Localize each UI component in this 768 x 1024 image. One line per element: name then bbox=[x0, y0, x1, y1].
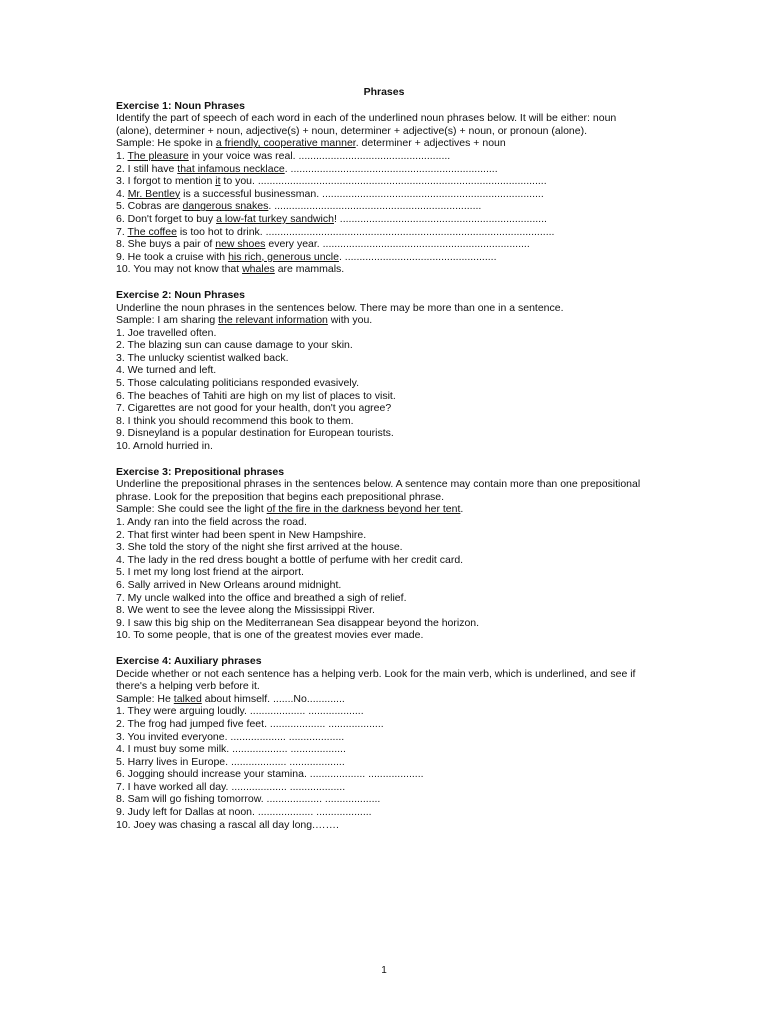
page-title: Phrases bbox=[363, 86, 405, 98]
exercise-item bbox=[116, 402, 652, 415]
text-run: . determiner + adjectives + noun bbox=[355, 137, 506, 150]
text-run: 5. Those calculating politicians responded evasively. bbox=[116, 377, 360, 390]
exercise-item bbox=[116, 731, 652, 744]
text-run: 7. Cigarettes are not good for your health, don't you agree? bbox=[116, 402, 392, 415]
exercise-item bbox=[116, 377, 652, 390]
text-run: 1. bbox=[116, 149, 128, 162]
text-run: 6. Jogging should increase your stamina. ................... ................... bbox=[116, 768, 424, 781]
exercise-item bbox=[116, 793, 652, 806]
text-run: 3. She told the story of the night she first arrived at the house. bbox=[116, 541, 403, 554]
exercise-item-list bbox=[116, 327, 652, 453]
exercise-sample bbox=[116, 693, 652, 706]
underlined-phrase: talked bbox=[173, 692, 202, 705]
underlined-phrase: his rich, generous uncle bbox=[228, 250, 339, 263]
exercise-sample bbox=[116, 314, 652, 327]
text-run: Sample: He spoke in bbox=[116, 137, 216, 150]
exercise-item bbox=[116, 554, 652, 567]
text-run: 4. I must buy some milk. ................... ................... bbox=[116, 743, 346, 756]
exercise-item bbox=[116, 705, 652, 718]
text-run: 6. Don't forget to buy bbox=[116, 212, 217, 225]
exercise-item bbox=[116, 200, 652, 213]
text-run: 8. She buys a pair of bbox=[116, 238, 216, 251]
text-run: 10. Joey was chasing a rascal all day long.……. bbox=[116, 818, 339, 831]
exercise-heading: Exercise 4: Auxiliary phrases bbox=[116, 654, 262, 667]
exercise-item bbox=[116, 226, 652, 239]
exercise-2 bbox=[116, 289, 652, 453]
exercise-item bbox=[116, 592, 652, 605]
text-run: 2. The frog had jumped five feet. ................... ................... bbox=[116, 717, 384, 730]
underlined-phrase: The pleasure bbox=[127, 149, 189, 162]
exercise-item bbox=[116, 768, 652, 781]
exercise-instruction: Underline the noun phrases in the sentences below. There may be more than one in a sentence. bbox=[116, 301, 564, 314]
text-run: Sample: I am sharing bbox=[116, 314, 219, 327]
text-run: 9. I saw this big ship on the Mediterranean Sea disappear beyond the horizon. bbox=[116, 616, 480, 629]
exercise-item bbox=[116, 339, 652, 352]
exercise-instruction: Underline the prepositional phrases in the sentences below. A sentence may contain more than one prepositional phrase. Look for the preposition that begins each prepositional phrase. bbox=[116, 478, 641, 503]
underlined-phrase: a friendly, cooperative manner bbox=[215, 137, 356, 150]
text-run: 5. Cobras are bbox=[116, 200, 183, 213]
text-run: 2. The blazing sun can cause damage to your skin. bbox=[116, 339, 353, 352]
text-run: 3. The unlucky scientist walked back. bbox=[116, 351, 289, 364]
exercise-item bbox=[116, 781, 652, 794]
text-run: 8. I think you should recommend this book to them. bbox=[116, 414, 354, 427]
text-run: 9. Disneyland is a popular destination for European tourists. bbox=[116, 427, 394, 440]
exercise-item-list bbox=[116, 516, 652, 642]
exercise-item bbox=[116, 188, 652, 201]
exercise-item bbox=[116, 263, 652, 276]
text-run: to you. ................................................................................................... bbox=[220, 175, 547, 188]
underlined-phrase: of the fire in the darkness beyond her tent bbox=[266, 503, 461, 516]
text-run: 9. He took a cruise with bbox=[116, 250, 229, 263]
exercise-item bbox=[116, 251, 652, 264]
exercise-item bbox=[116, 819, 652, 832]
exercise-item bbox=[116, 604, 652, 617]
exercise-item bbox=[116, 440, 652, 453]
text-run: is a successful businessman. ............................................................................ bbox=[180, 187, 544, 200]
exercise-item bbox=[116, 364, 652, 377]
exercise-item bbox=[116, 806, 652, 819]
text-run: 6. The beaches of Tahiti are high on my list of places to visit. bbox=[116, 389, 396, 402]
underlined-phrase: The coffee bbox=[127, 225, 177, 238]
exercise-item bbox=[116, 163, 652, 176]
text-run: 1. Joe travelled often. bbox=[116, 326, 217, 339]
text-run: 5. I met my long lost friend at the airport. bbox=[116, 566, 304, 579]
text-run: 5. Harry lives in Europe. ................... ................... bbox=[116, 755, 345, 768]
text-run: in your voice was real. .................................................... bbox=[188, 149, 451, 162]
exercise-heading: Exercise 3: Prepositional phrases bbox=[116, 465, 285, 478]
underlined-phrase: a low-fat turkey sandwich bbox=[216, 212, 334, 225]
exercise-item bbox=[116, 150, 652, 163]
text-run: 2. That first winter had been spent in New Hampshire. bbox=[116, 528, 367, 541]
text-run: 4. We turned and left. bbox=[116, 364, 217, 377]
exercise-heading: Exercise 2: Noun Phrases bbox=[116, 288, 245, 301]
text-run: Sample: He bbox=[116, 692, 174, 705]
exercise-item bbox=[116, 743, 652, 756]
document-page bbox=[116, 86, 652, 844]
text-run: 1. They were arguing loudly. ................... ................... bbox=[116, 705, 364, 718]
exercise-item bbox=[116, 529, 652, 542]
text-run: 8. We went to see the levee along the Mississippi River. bbox=[116, 604, 375, 617]
exercise-item bbox=[116, 415, 652, 428]
exercise-item bbox=[116, 617, 652, 630]
exercise-3 bbox=[116, 466, 652, 642]
exercise-item bbox=[116, 756, 652, 769]
text-run: 8. Sam will go fishing tomorrow. ................... ................... bbox=[116, 793, 381, 806]
text-run: 4. bbox=[116, 187, 128, 200]
text-run: 1. Andy ran into the field across the road. bbox=[116, 516, 307, 528]
text-run: 4. The lady in the red dress bought a bottle of perfume with her credit card. bbox=[116, 553, 464, 566]
exercise-item bbox=[116, 390, 652, 403]
exercise-item bbox=[116, 175, 652, 188]
exercise-item-list bbox=[116, 150, 652, 276]
text-run: every year. ....................................................................... bbox=[265, 238, 530, 251]
text-run: 3. I forgot to mention bbox=[116, 175, 216, 188]
text-run: 6. Sally arrived in New Orleans around midnight. bbox=[116, 578, 342, 591]
text-run: 2. I still have bbox=[116, 162, 178, 175]
text-run: about himself. .......No............. bbox=[201, 692, 345, 705]
exercise-item-list bbox=[116, 705, 652, 831]
exercise-instruction: Decide whether or not each sentence has a helping verb. Look for the main verb, which is underlined, and see if there's a helping verb before it. bbox=[116, 667, 636, 693]
exercise-item bbox=[116, 327, 652, 340]
exercise-item bbox=[116, 427, 652, 440]
exercise-item bbox=[116, 213, 652, 226]
text-run: 10. To some people, that is one of the greatest movies ever made. bbox=[116, 629, 424, 642]
exercise-item bbox=[116, 566, 652, 579]
exercise-instruction: Identify the part of speech of each word in each of the underlined noun phrases below. It will be either: noun (alone), determiner + noun, adjective(s) + noun, determiner + adjective(s) + noun, or pronoun (alone). bbox=[116, 112, 617, 137]
text-run: 9. Judy left for Dallas at noon. ................... ................... bbox=[116, 806, 372, 819]
underlined-phrase: whales bbox=[242, 263, 275, 276]
text-run: 7. bbox=[116, 225, 128, 238]
exercise-item bbox=[116, 718, 652, 731]
exercise-item bbox=[116, 579, 652, 592]
underlined-phrase: it bbox=[215, 175, 221, 188]
exercise-item bbox=[116, 516, 652, 529]
exercise-sample bbox=[116, 503, 652, 516]
text-run: . bbox=[460, 503, 464, 516]
underlined-phrase: Mr. Bentley bbox=[127, 187, 181, 200]
exercise-sample bbox=[116, 137, 652, 150]
text-run: 10. You may not know that bbox=[116, 263, 243, 276]
exercise-item bbox=[116, 238, 652, 251]
text-run: 7. I have worked all day. ................... ................... bbox=[116, 780, 346, 793]
page-number: 1 bbox=[381, 965, 387, 976]
exercise-item bbox=[116, 629, 652, 642]
text-run: 3. You invited everyone. ................... ................... bbox=[116, 730, 345, 743]
exercise-4 bbox=[116, 655, 652, 831]
underlined-phrase: dangerous snakes bbox=[182, 200, 269, 213]
text-run: Sample: She could see the light bbox=[116, 503, 267, 516]
text-run: ! ....................................................................... bbox=[333, 212, 547, 225]
text-run: 7. My uncle walked into the office and breathed a sigh of relief. bbox=[116, 591, 407, 604]
text-run: 10. Arnold hurried in. bbox=[116, 440, 213, 453]
exercise-1 bbox=[116, 100, 652, 276]
exercise-heading: Exercise 1: Noun Phrases bbox=[116, 99, 245, 112]
exercise-item bbox=[116, 541, 652, 554]
exercise-item bbox=[116, 352, 652, 365]
text-run: . ....................................................................... bbox=[284, 162, 498, 175]
text-run: is too hot to drink. ................................................................................................... bbox=[176, 225, 555, 238]
underlined-phrase: that infamous necklace bbox=[177, 162, 285, 175]
underlined-phrase: new shoes bbox=[215, 238, 266, 251]
text-run: . .................................................... bbox=[338, 250, 497, 263]
text-run: are mammals. bbox=[274, 263, 345, 276]
text-run: . ....................................................................... bbox=[268, 200, 482, 213]
underlined-phrase: the relevant information bbox=[218, 314, 328, 327]
text-run: with you. bbox=[327, 314, 373, 327]
